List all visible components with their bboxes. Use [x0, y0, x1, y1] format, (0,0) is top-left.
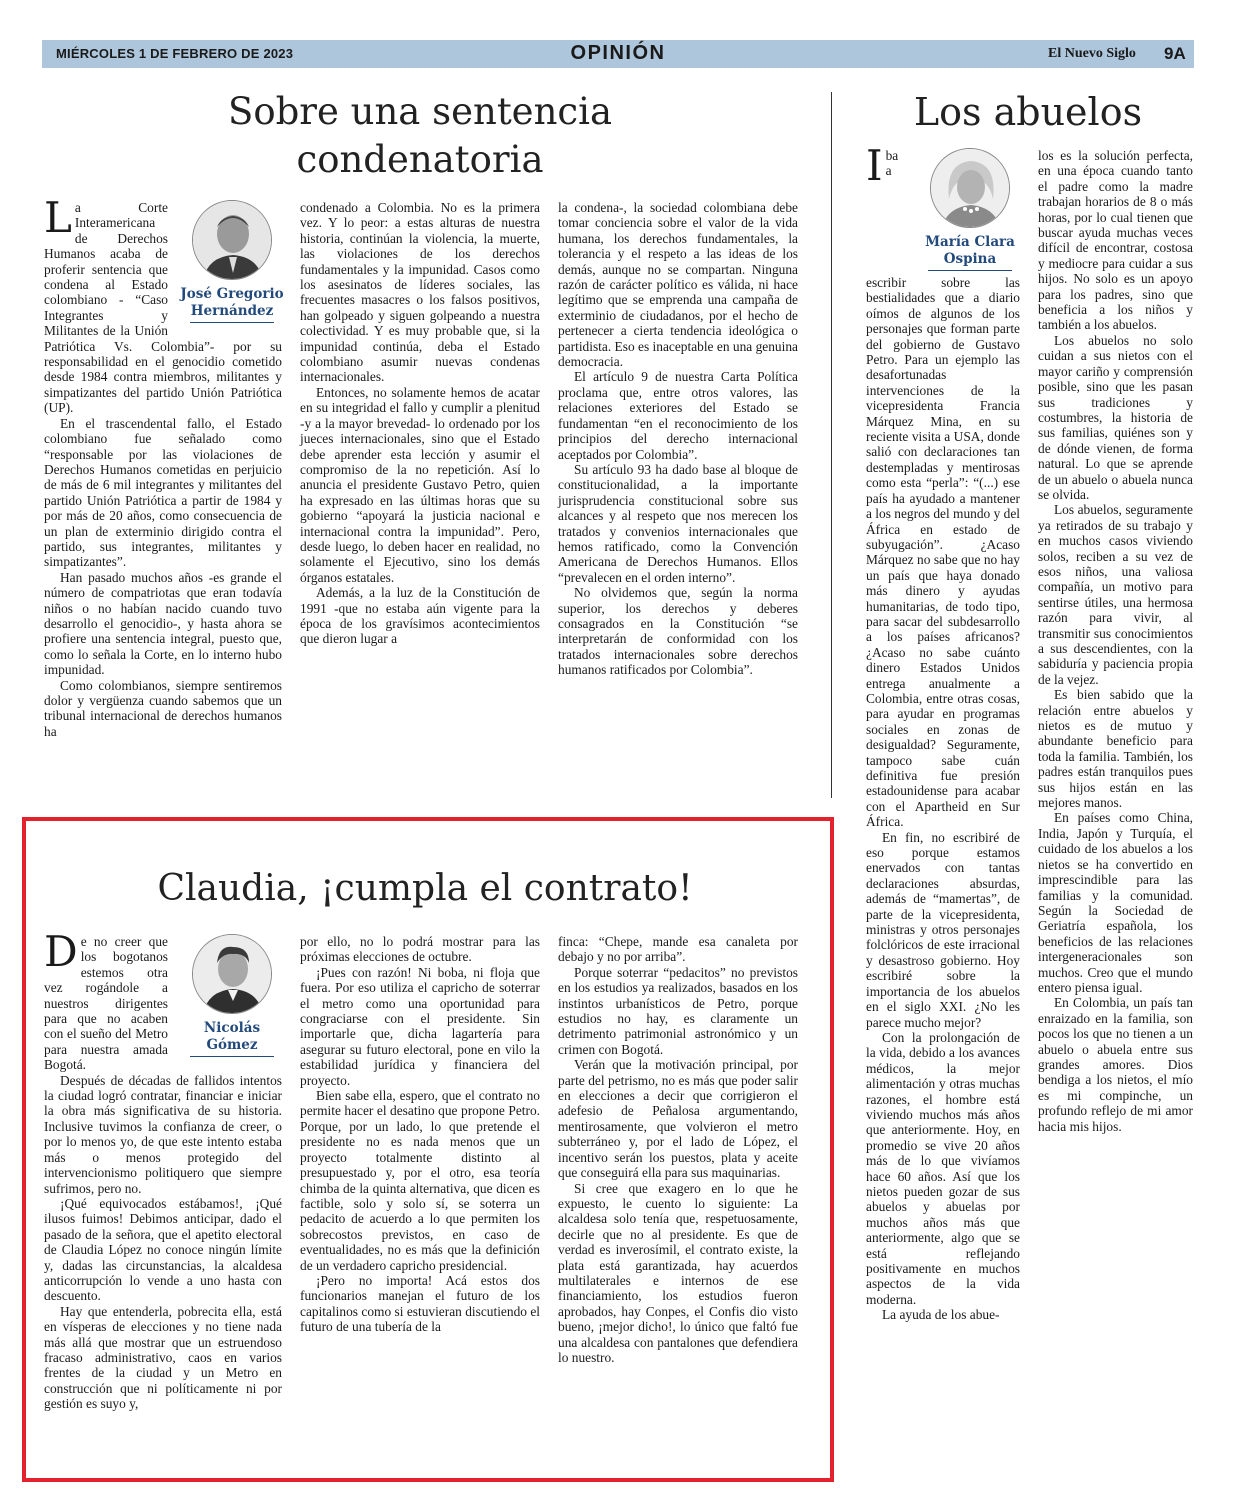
author-rule	[190, 322, 274, 323]
paragraph: En el trascendental fallo, el Estado colombiano fue señalado como “responsable por las violaciones de Derechos Humanos cometidas en perjuicio de más de 6 mil integrantes y militantes del partido Unión Patriótica a partir de 1984 y por más de 20 años, como consecuencia de un plan de exterminio dirigido contra el partido, sus integrantes, militantes y simpatizantes”.	[44, 415, 282, 570]
paragraph: Porque soterrar “pedacitos” no previstos en los estudios ya realizados, basados en los instintos urbanísticos de Petro, porque estudios no hay, es claramente un detrimento patrimonial astronómico y un crimen con Bogotá.	[558, 964, 798, 1057]
paragraph: Si cree que exagero en lo que he expuesto, le cuento lo siguiente: La alcaldesa solo tenía que, respetuosamente, decirle que no al presidente. Es que de verdad es inverosímil, el contrato existe, la plata está garantizada, hay acuerdos multilaterales e internos de ese financiamiento, los estudios fueron aprobados, hay Conpes, el Confis dio visto bueno, ¡mejor dicho!, lo único que faltó fue una alcaldesa con pantalones que defendiera lo nuestro.	[558, 1180, 798, 1365]
author-name: José Gregorio	[180, 286, 284, 302]
paragraph: Su artículo 93 ha dado base al bloque de constitucionalidad, a la importante jurisprudencia constitucional sobre sus alcances y al respeto que nos merecen los tratados y convenios internacionales que hemos ratificado, como la Convención Americana de Derechos Humanos. Ellos “prevalecen en el orden interno”.	[558, 461, 798, 585]
headline-claudia: Claudia, ¡cumpla el contrato!	[157, 868, 693, 909]
drop-cap: L	[44, 193, 72, 242]
paragraph: la condena-, la sociedad colombiana debe tomar conciencia sobre el valor de la vida humana, los derechos fundamentales, la tolerancia y el respeto a las ideas de los demás, aunque no se compartan. Ninguna razón de carácter político es válida, ni hace legítimo que se emprenda una campaña de exterminio de ciudadanos, por el hecho de pertenecer a cierta tendencia ideológica o partidista. Eso es inaceptable en una genuina democracia.	[558, 200, 798, 370]
paragraph: Además, a la luz de la Constitución de 1991 -que no estaba aún vigente para la época de los gravísimos acontecimientos que dieron lugar a	[300, 585, 540, 647]
article-sentencia-column-3	[558, 200, 798, 678]
author-portrait	[930, 148, 1010, 228]
paragraph: La Corte Interamericana de Derechos Humanos acaba de proferir sentencia que condena al Estado colombiano - “Caso Integrantes y Militantes de la Unión Patriótica Vs. Colombia”- por su responsabilidad en el genocidio cometido desde 1984 contra miembros, militantes y simpatizantes del partido Unión Patriótica (UP).	[44, 193, 282, 416]
paragraph: ¡Pues con razón! Ni boba, ni floja que fuera. Por eso utiliza el capricho de soterrar el metro como una oportunidad para congraciarse con el presidente. Sin importarle que, dicha lagartería para asegurar su futuro electoral, pone en vilo la estabilidad jurídica y financiera del proyecto.	[300, 964, 540, 1088]
author-surname: Hernández	[190, 303, 274, 319]
paragraph: por ello, no lo podrá mostrar para las próximas elecciones de octubre.	[300, 934, 540, 965]
article-claudia-column-1	[44, 927, 282, 1412]
paragraph: En Colombia, un país tan enraizado en la familia, son pocos los que no tienen a un abuelo o abuela entre sus grandes amores. Dios bendiga a los nietos, el mío es mi compinche, un profundo reflejo de mi amor hacia mis hijos.	[1038, 995, 1193, 1134]
paragraph: condenado a Colombia. No es la primera vez. Y lo peor: a estas alturas de nuestra historia, continúan la violencia, la muerte, las violaciones de los derechos fundamentales y la impunidad. Casos como los asesinatos de líderes sociales, las frecuentes masacres o los falsos positivos, han golpeado y siguen golpeando a nuestra colectividad. Y es muy probable que, si la impunidad continúa, deba el Estado colombiano asumir nuevas condenas internacionales.	[300, 200, 540, 385]
paragraph: ¡Qué equivocados estábamos!, ¡Qué ilusos fuimos! Debimos anticipar, dado el pasado de la señora, que el apetito electoral de Claudia López no conoce ningún límite y, dadas las circunstancias, la alcaldesa anticorrupción lo vende a uno hasta con descuento.	[44, 1195, 282, 1304]
author-rule	[928, 270, 1012, 271]
article-abuelos-column-1	[866, 141, 1020, 1323]
headline-sentencia: Sobre una sentencia condenatoria	[227, 90, 613, 181]
article-sentencia-column-1	[44, 193, 284, 739]
author-byline	[176, 934, 288, 1057]
author-byline	[176, 200, 288, 323]
drop-cap: I	[866, 141, 883, 190]
paragraph: Después de décadas de fallidos intentos la ciudad logró contratar, financiar e iniciar la obra más significativa de su historia. Inclusive tuvimos la confianza de creer, o por lo menos yo, de que este intento estaba más o menos protegido del intervencionismo politiquero que siempre sufrimos, pero no.	[44, 1072, 282, 1196]
paragraph: Iba a escribir sobre las bestialidades que a diario oímos de algunos de los personajes que forman parte del gobierno de Gustavo Petro. Para un ejemplo las desafortunadas intervenciones de la vicepresidenta Francia Márquez Mina, en su reciente visita a USA, donde salió con declaraciones tan destempladas y mentirosas como esta “perla”: “(...) ese país ha ayudado a mantener a los negros del mundo y del África en estado de subyugación”. ¿Acaso Márquez no sabe que no hay un país que haya donado más dinero y ayudas humanitarias, de todo tipo, para sacar del subdesarrollo a los países africanos? ¿Acaso no sabe cuánto dinero Estados Unidos entrega anualmente a Colombia, entre otras cosas, para ayudar en programas sociales en zonas de desigualdad? Seguramente, tampoco sabe cuán definitiva fue presión estadounidense para acabar con el Apartheid en Sur África.	[866, 141, 1020, 830]
article-sentencia-column-2	[300, 200, 540, 647]
article-abuelos-column-2	[1038, 148, 1193, 1134]
paragraph: En fin, no escribiré de eso porque estamos enervados con tantas declaraciones absurdas, además de “mamertas”, de parte de la vicepresidenta, ministras y otros personajes folclóricos de este irracional y desastroso gobierno. Hoy escribiré sobre la importancia de los abuelos en el siglo XXI. ¿No les parece mucho mejor?	[866, 829, 1020, 1030]
paragraph: Los abuelos no solo cuidan a sus nietos con el mayor cariño y comprensión posible, sino que les pasan sus tradiciones y costumbres, la historia de sus familias, quiénes son y de dónde vienen, de forma natural. Lo que se aprende de un abuelo o abuela nunca se olvida.	[1038, 332, 1193, 502]
paragraph: Bien sabe ella, espero, que el contrato no permite hacer el desatino que propone Petro. Porque, por un lado, lo que pretende el presidente no es nada menos que un proyecto totalmente distinto al presupuestado y, por el otro, esa teoría chimba de la quinta alternativa, que dicen es factible, solo y solo sí, se soterra un pedacito de acuerdo a lo que permiten los sobrecostos previstos, en caso de eventualidades, no es más que la definición de un verdadero capricho presidencial.	[300, 1088, 540, 1273]
drop-cap: D	[44, 927, 78, 976]
paragraph: Los abuelos, seguramente ya retirados de su trabajo y en muchos casos viviendo solos, reciben a su vez de esos niños, una valiosa compañía, un motivo para sentirse útiles, una hermosa razón para vivir, al transmitir sus conocimientos a sus descendientes, con la sabiduría y paciencia propia de la vejez.	[1038, 502, 1193, 687]
paragraph: Es bien sabido que la relación entre abuelos y nietos es de mutuo y abundante beneficio para toda la familia. También, los padres están tranquilos pues sus hijos están en las mejores manos.	[1038, 687, 1193, 811]
paragraph: No olvidemos que, según la norma superior, los derechos y deberes consagrados en la Constitución “se interpretarán de conformidad con los tratados internacionales sobre derechos humanos ratificados por Colombia”.	[558, 585, 798, 678]
paragraph: los es la solución perfecta, en una época cuando tanto el padre como la madre trabajan horarios de 8 o más horas, por lo cual tienen que buscar ayuda muchas veces difícil de encontrar, costosa y mediocre para cuidar a sus hijos. No solo es un apoyo para los padres, sino que beneficia a los niños y también a los abuelos.	[1038, 148, 1193, 333]
author-surname: Gómez	[206, 1037, 258, 1053]
paragraph: Entonces, no solamente hemos de acatar en su integridad el fallo y cumplir a plenitud -y a la mayor brevedad- lo ordenado por los jueces internacionales, sino que el Estado debe aprender esta lección y asumir el compromiso de la no repetición. Así lo anuncia el presidente Gustavo Petro, quien ha expresado en las últimas horas que su gobierno “apoyará la justicia nacional e internacional contra la impunidad”. Pero, desde luego, lo deben hacer en realidad, no solamente el Ejecutivo, sino los demás órganos estatales.	[300, 384, 540, 585]
author-portrait	[192, 200, 272, 280]
column-divider	[831, 92, 832, 798]
paragraph: finca: “Chepe, mande esa canaleta por debajo y no por arriba”.	[558, 934, 798, 965]
page-number: 9A	[1164, 44, 1186, 63]
author-name: María Clara	[925, 234, 1015, 250]
paragraph: Con la prolongación de la vida, debido a los avances médicos, la mejor alimentación y otras muchas razones, el hombre está viviendo muchos más años que anteriormente. Hoy, en promedio se vive 20 años más de lo que vivíamos hace 60 años. Así que los nietos pueden gozar de sus abuelos y abuelas por muchos años más que anteriormente, algo que se está reflejando positivamente en muchos aspectos de la vida moderna.	[866, 1029, 1020, 1307]
author-name: Nicolás	[203, 1020, 261, 1036]
article-claudia-column-3	[558, 934, 798, 1365]
paragraph: De no creer que los bogotanos estemos otra vez rogándole a nuestros dirigentes para que no acaben con el sueño del Metro para nuestra amada Bogotá.	[44, 927, 168, 1073]
paragraph: La ayuda de los abue-	[882, 1307, 1000, 1323]
newspaper-name: El Nuevo Siglo	[1048, 46, 1136, 61]
author-byline	[914, 148, 1026, 271]
paragraph: El artículo 9 de nuestra Carta Política proclama que, entre otros valores, las relaciones exteriores del Estado se fundamentan “en el reconocimiento de los principios del derecho internacional aceptados por Colombia”.	[558, 369, 798, 462]
paragraph: Han pasado muchos años -es grande el número de compatriotas que eran todavía niños o no habían nacido cuando tuvo desarrollo el genocidio-, y hasta ahora se profiere una sentencia integral, puesto que, como lo señala la Corte, en lo interno hubo impunidad.	[44, 569, 282, 678]
author-surname: Ospina	[943, 251, 997, 267]
article-claudia-column-2	[300, 934, 540, 1335]
paragraph: Verán que la motivación principal, por parte del petrismo, no es más que poder salir en elecciones a decir que corrigieron el adefesio de Peñalosa argumentando, mentirosamente, que volvieron el metro subterráneo y, por el lado de López, el incentivo serán los puestos, plata y aceite que conseguirá ella para sus maquinarias.	[558, 1057, 798, 1181]
section-title: OPINIÓN	[570, 42, 666, 64]
paragraph: Como colombianos, siempre sentiremos dolor y vergüenza cuando sabemos que un tribunal internacional de derechos humanos ha	[44, 677, 282, 739]
headline-abuelos: Los abuelos	[913, 90, 1143, 134]
author-portrait	[192, 934, 272, 1014]
issue-date: MIÉRCOLES 1 DE FEBRERO DE 2023	[56, 46, 294, 61]
author-rule	[190, 1056, 274, 1057]
paragraph: En países como China, India, Japón y Turquía, el cuidado de los abuelos a los nietos se ha convertido en imprescindible para las familias y la comunidad. Según la Sociedad de Geriatría española, los beneficios de las relaciones intergeneracionales son muchos. Creo que el mundo entero piensa igual.	[1038, 810, 1193, 995]
masthead	[42, 40, 1194, 68]
paragraph: Hay que entenderla, pobrecita ella, está en vísperas de elecciones y no tiene nada más allá que mostrar que un estruendoso fracaso administrativo, caos en varios frentes de la ciudad y un Metro en construcción que ni políticamente ni por gestión es suyo y,	[44, 1303, 282, 1412]
paragraph: ¡Pero no importa! Acá estos dos funcionarios manejan el futuro de los capitalinos como si estuvieran discutiendo el futuro de una tubería de la	[300, 1272, 540, 1335]
